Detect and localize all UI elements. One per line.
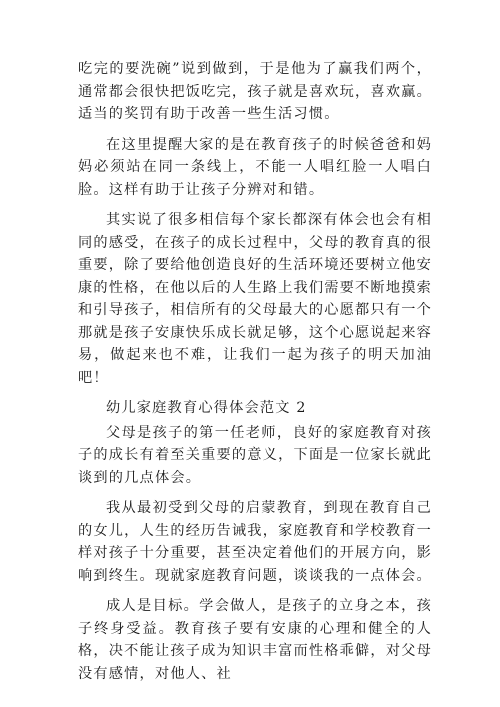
paragraph-5: 我从最初受到父母的启蒙教育，到现在教育自己的女儿，人生的经历告诫我，家庭教育和学校教育一样对孩子十分重要，甚至决定着他们的开展方向，影响到终生。现就家庭教育问题，谈谈我的一点体会。 bbox=[78, 500, 432, 584]
paragraph-2: 在这里提醒大家的是在教育孩子的时候爸爸和妈妈必须站在同一条线上，不能一人唱红脸一人唱白脸。这样有助于让孩子分辨对和错。 bbox=[78, 136, 432, 198]
paragraph-3: 其实说了很多相信每个家长都深有体会也会有相同的感受，在孩子的成长过程中，父母的教育真的很重要，除了要给他创造良好的生活环境还要树立他安康的性格，在他以后的人生路上我们需要不断地摸索和引导孩子，相信所有的父母最大的心愿都只有一个那就是孩子安康快乐成长就足够，这个心愿说起来容易，做起来也不难，让我们一起为孩子的明天加油吧！ bbox=[78, 212, 432, 386]
section-title: 幼儿家庭教育心得体会范文 2 bbox=[106, 400, 307, 416]
paragraph-4: 父母是孩子的第一任老师，良好的家庭教育对孩子的成长有着至关重要的意义，下面是一位家长就此谈到的几点体会。 bbox=[78, 424, 432, 486]
paragraph-1: 吃完的要洗碗”说到做到，于是他为了赢我们两个，通常都会很快把饭吃完，孩子就是喜欢玩，喜欢赢。适当的奖罚有助于改善一些生活习惯。 bbox=[78, 61, 432, 122]
paragraph-6: 成人是目标。学会做人，是孩子的立身之本，孩子终身受益。教育孩子要有安康的心理和健全的人格，决不能让孩子成为知识丰富而性格乖僻，对父母没有感情，对他人、社 bbox=[78, 598, 432, 682]
